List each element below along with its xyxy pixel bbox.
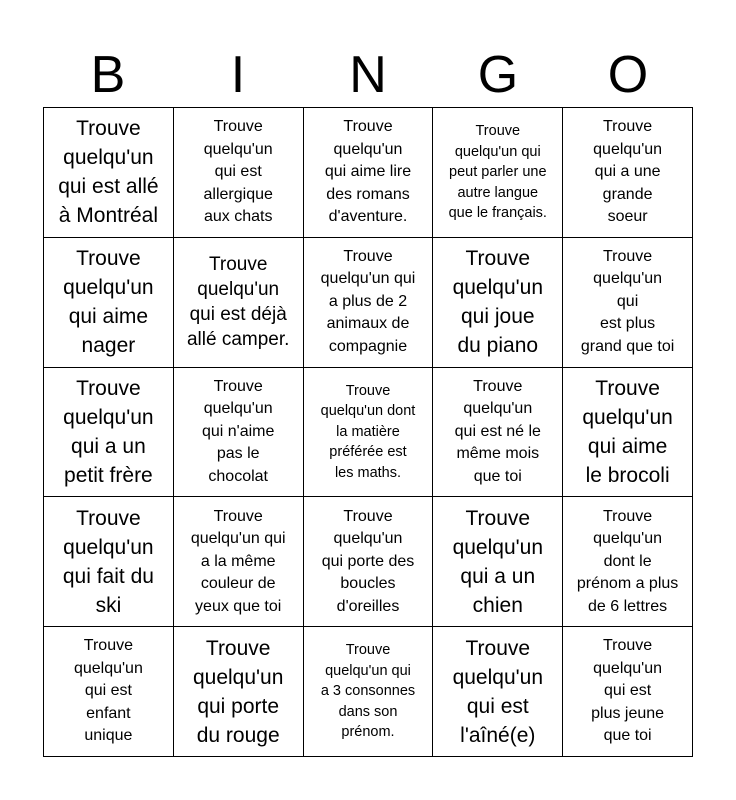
bingo-cell[interactable] — [44, 497, 174, 627]
bingo-cell-text: Trouve quelqu'un qui est né le même mois que toi — [454, 377, 541, 485]
bingo-cell-text: Trouve quelqu'un qui a une grande soeur — [593, 118, 663, 226]
bingo-cell[interactable] — [304, 627, 434, 757]
bingo-cell-text: Trouve quelqu'un qui porte du rouge — [192, 636, 284, 747]
bingo-cell-text: Trouve quelqu'un qui porte des boucles d'oreilles — [321, 507, 415, 615]
bingo-cell-text: Trouve quelqu'un qui joue du piano — [452, 247, 543, 358]
bingo-header — [43, 42, 693, 108]
bingo-cell-text: Trouve quelqu'un qui peut parler une autre langue que le français. — [448, 123, 547, 222]
bingo-cell-text: Trouve quelqu'un qui est déjà allé camper. — [186, 254, 290, 351]
header-letter-g: G — [477, 46, 519, 104]
bingo-cell-text: Trouve quelqu'un qui aime le brocoli — [582, 376, 673, 487]
bingo-cell[interactable] — [433, 108, 563, 238]
bingo-cell[interactable] — [44, 238, 174, 368]
bingo-cell[interactable] — [433, 497, 563, 627]
bingo-cell-text: Trouve quelqu'un qui a la même couleur de yeux que toi — [190, 507, 286, 615]
bingo-cell[interactable] — [563, 497, 693, 627]
bingo-cell[interactable] — [433, 627, 563, 757]
bingo-cell[interactable] — [44, 368, 174, 498]
bingo-cell-text: Trouve quelqu'un qui est allergique aux chats — [203, 118, 273, 226]
bingo-cell-text: Trouve quelqu'un qui est enfant unique — [73, 637, 143, 745]
bingo-cell-text: Trouve quelqu'un qui fait du ski — [62, 506, 154, 617]
bingo-cell[interactable] — [44, 627, 174, 757]
bingo-cell[interactable] — [304, 497, 434, 627]
bingo-cell[interactable] — [174, 108, 304, 238]
bingo-grid — [43, 107, 693, 757]
bingo-cell-text: Trouve quelqu'un qui a un chien — [452, 506, 543, 617]
header-letter-n: N — [349, 46, 387, 104]
bingo-cell[interactable] — [304, 108, 434, 238]
bingo-cell[interactable] — [44, 108, 174, 238]
bingo-cell[interactable] — [563, 238, 693, 368]
bingo-cell-text: Trouve quelqu'un qui a un petit frère — [63, 376, 154, 487]
bingo-cell-text: Trouve quelqu'un qui est l'aîné(e) — [452, 636, 543, 747]
bingo-cell-text: Trouve quelqu'un qui est plus grand que toi — [580, 247, 675, 355]
bingo-cell[interactable] — [304, 368, 434, 498]
bingo-cell-text: Trouve quelqu'un qui a 3 consonnes dans son prénom. — [320, 642, 416, 741]
bingo-cell-text: Trouve quelqu'un qui a plus de 2 animaux de compagnie — [320, 247, 416, 355]
bingo-cell[interactable] — [174, 238, 304, 368]
bingo-cell-text: Trouve quelqu'un qui est allé à Montréal — [58, 117, 159, 228]
bingo-cell-text: Trouve quelqu'un qui aime lire des romans d'aventure. — [324, 118, 412, 226]
bingo-cell-text: Trouve quelqu'un qui n'aime pas le chocolat — [201, 377, 275, 485]
bingo-cell[interactable] — [563, 368, 693, 498]
bingo-cell[interactable] — [563, 627, 693, 757]
bingo-cell-text: Trouve quelqu'un qui est plus jeune que toi — [591, 637, 665, 745]
header-letter-i: I — [230, 46, 246, 104]
bingo-cell[interactable] — [174, 497, 304, 627]
bingo-cell[interactable] — [433, 238, 563, 368]
bingo-cell-text: Trouve quelqu'un dont la matière préférée est les maths. — [320, 382, 416, 481]
bingo-cell-text: Trouve quelqu'un qui aime nager — [63, 247, 154, 358]
header-letter-o: O — [607, 46, 649, 104]
bingo-cell[interactable] — [174, 627, 304, 757]
bingo-cell[interactable] — [174, 368, 304, 498]
bingo-cell-text: Trouve quelqu'un dont le prénom a plus de 6 lettres — [576, 507, 679, 615]
header-letter-b: B — [90, 46, 126, 104]
bingo-cell[interactable] — [433, 368, 563, 498]
bingo-cell[interactable] — [563, 108, 693, 238]
bingo-cell[interactable] — [304, 238, 434, 368]
